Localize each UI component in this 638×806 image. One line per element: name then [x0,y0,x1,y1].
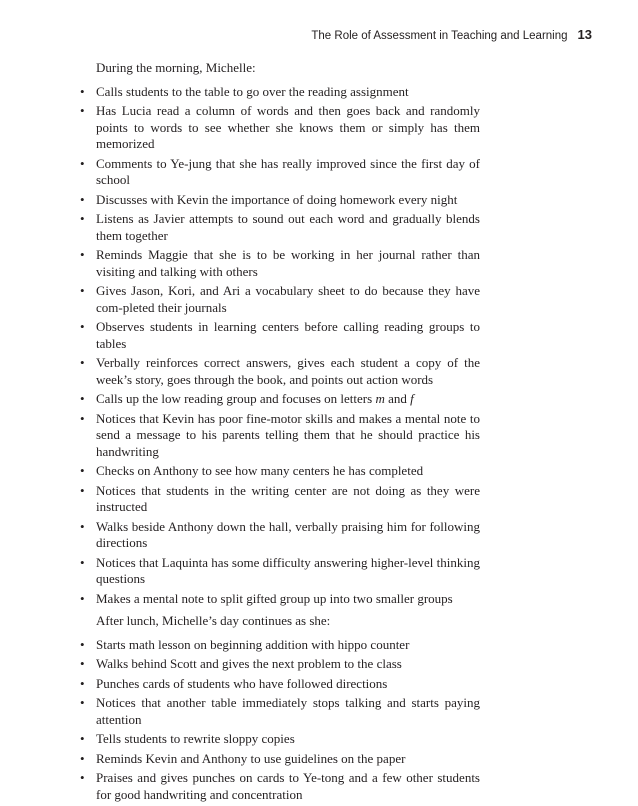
running-head-title: The Role of Assessment in Teaching and Learning [311,30,568,42]
page-body [78,60,480,806]
list-item: • Reminds Kevin and Anthony to use guidelines on the paper [78,751,480,768]
list-item: • Notices that another table immediately stops talking and starts paying attention [78,695,480,728]
letters-middle: and [384,391,411,406]
list-item-letters [78,391,480,408]
list-item: • Discusses with Kevin the importance of doing homework every night [78,192,480,209]
list-item: • Praises and gives punches on cards to Ye-tong and a few other students for good handwriting and concentration [78,770,480,803]
letter-m: m [375,391,385,406]
page-number: 13 [577,27,592,42]
list-item: • Notices that students in the writing center are not doing as they were instructed [78,483,480,516]
list-item: • Verbally reinforces correct answers, gives each student a copy of the week’s story, goes through the book, and points out action words [78,355,480,388]
morning-intro: During the morning, Michelle: [96,60,256,75]
list-item: • Tells students to rewrite sloppy copies [78,731,480,748]
list-item: • Makes a mental note to split gifted group up into two smaller groups [78,591,480,608]
afternoon-list [78,637,480,804]
list-item: • Reminds Maggie that she is to be working in her journal rather than visiting and talking with others [78,247,480,280]
list-item: • Notices that Kevin has poor fine-motor skills and makes a mental note to send a message to his parents telling them that he should practice his handwriting [78,411,480,461]
list-item: • Notices that Laquinta has some difficulty answering higher-level thinking questions [78,555,480,588]
afternoon-intro: After lunch, Michelle’s day continues as she: [96,613,331,628]
running-header [311,27,592,42]
list-item: • Listens as Javier attempts to sound out each word and gradually blends them together [78,211,480,244]
letter-f: f [410,391,414,406]
list-item: • Walks beside Anthony down the hall, verbally praising him for following directions [78,519,480,552]
list-item: • Walks behind Scott and gives the next problem to the class [78,656,480,673]
list-item: • Calls students to the table to go over the reading assignment [78,84,480,101]
list-item: • Observes students in learning centers before calling reading groups to tables [78,319,480,352]
list-item: • Punches cards of students who have followed directions [78,676,480,693]
morning-list [78,84,480,608]
list-item: • Comments to Ye-jung that she has really improved since the first day of school [78,156,480,189]
list-item: • Checks on Anthony to see how many centers he has completed [78,463,480,480]
list-item: • Starts math lesson on beginning addition with hippo counter [78,637,480,654]
letters-prefix: Calls up the low reading group and focuses on letters [96,391,376,406]
list-item: • Has Lucia read a column of words and then goes back and randomly points to words to see whether she knows them or simply has them memorized [78,103,480,153]
list-item: • Gives Jason, Kori, and Ari a vocabulary sheet to do because they have com-pleted their journals [78,283,480,316]
